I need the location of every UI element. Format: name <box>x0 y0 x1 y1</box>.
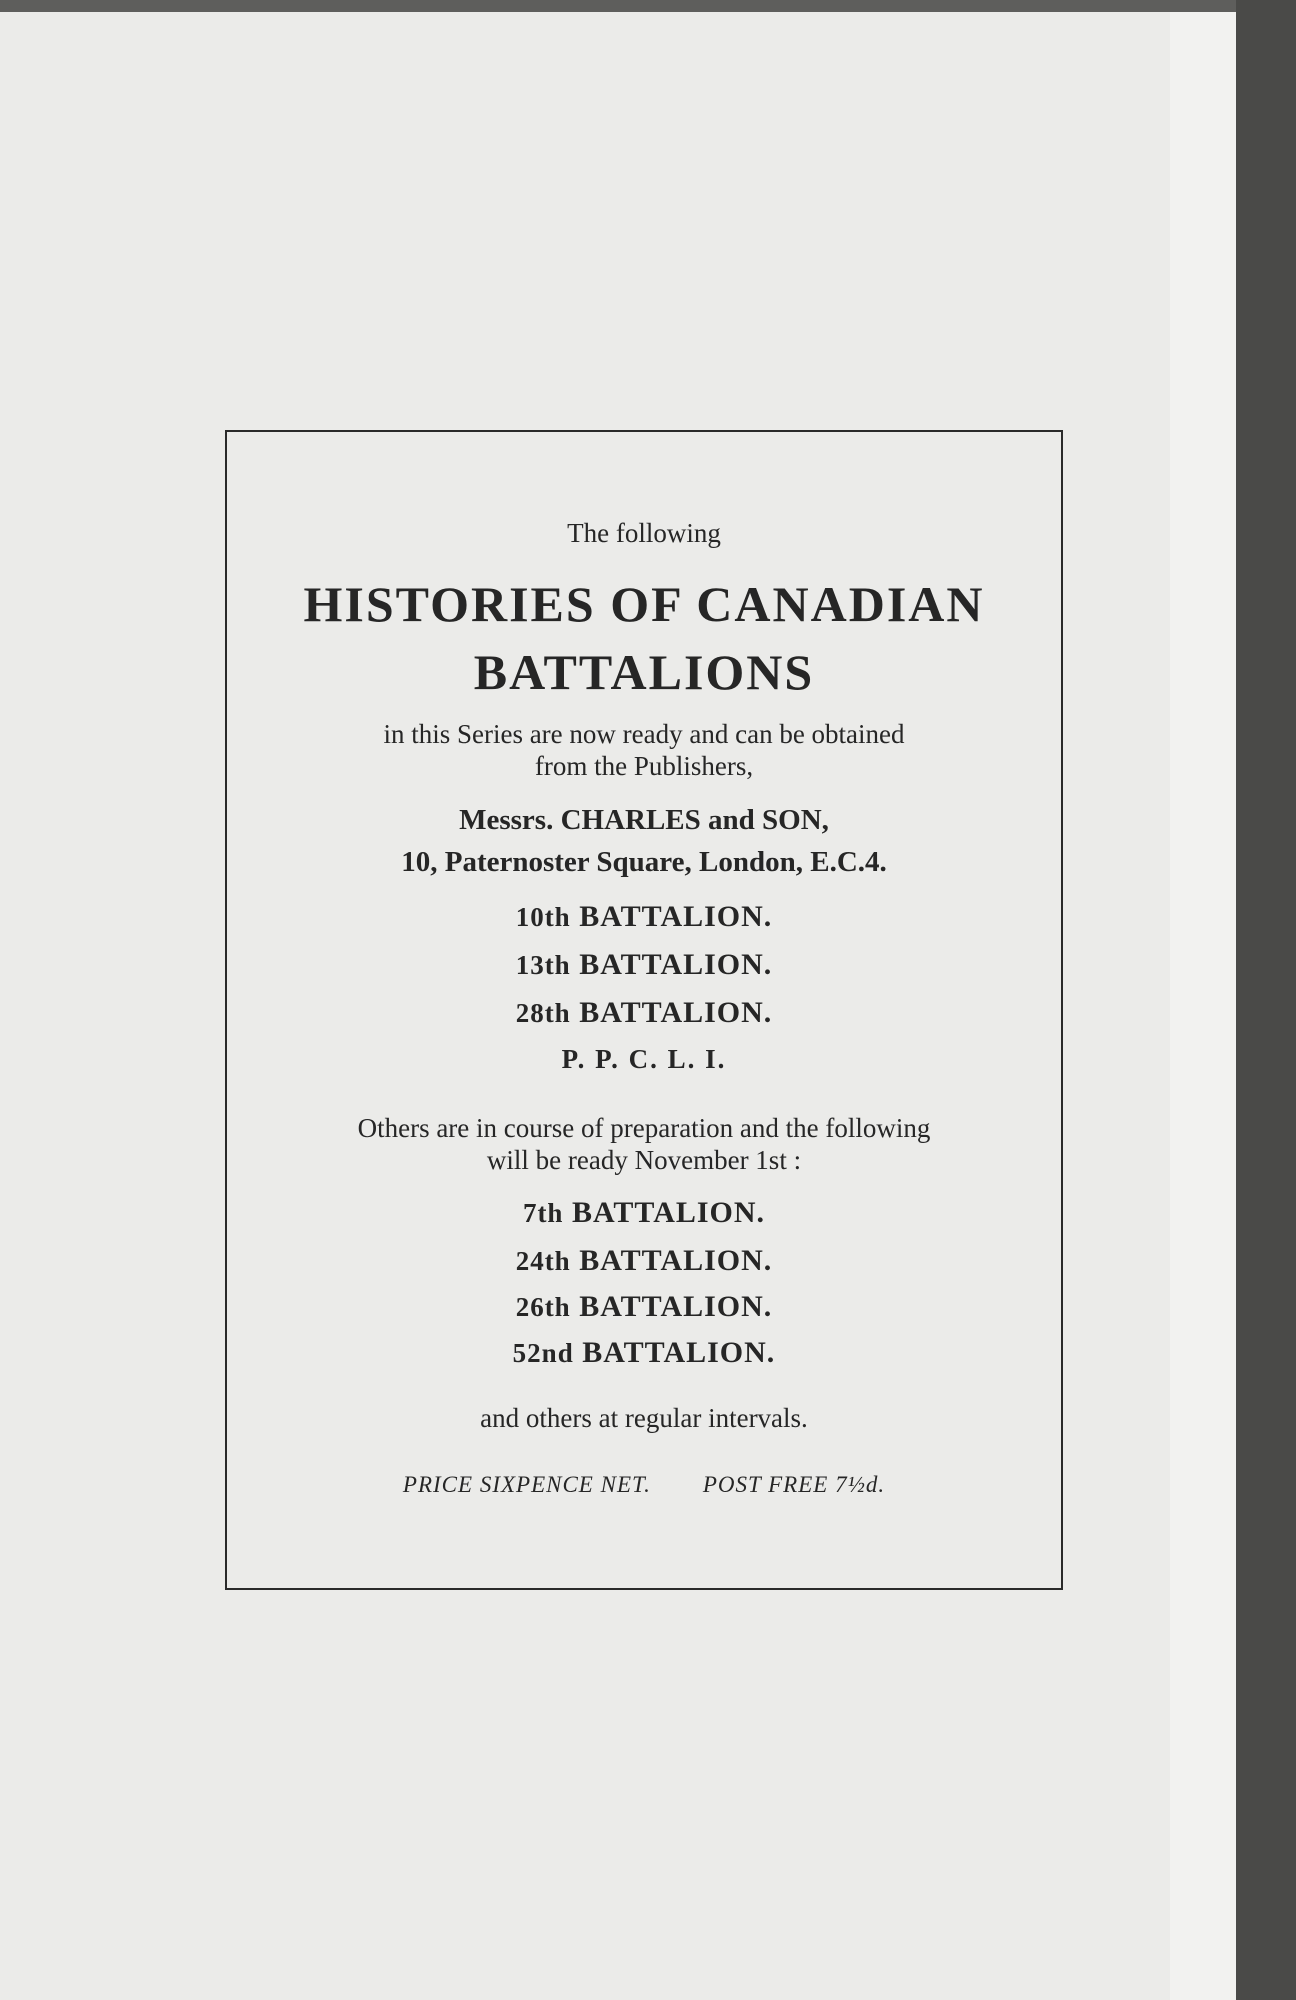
battalion-number: 52nd <box>512 1338 574 1368</box>
postage-text: POST FREE 7½d. <box>702 1472 886 1497</box>
battalion-entry <box>227 900 1061 934</box>
intro-text: The following <box>567 518 721 548</box>
battalion-number: 26th <box>515 1292 571 1322</box>
page-edge <box>1170 12 1236 2000</box>
battalion-number: 24th <box>515 1246 571 1276</box>
closing-text: and others at regular intervals. <box>480 1403 808 1433</box>
availability-line-1: in this Series are now ready and can be obtained <box>383 719 905 749</box>
availability-line-2: from the Publishers, <box>534 751 754 781</box>
battalion-entry <box>227 1336 1061 1370</box>
preparation-line-1: Others are in course of preparation and the following <box>357 1113 931 1143</box>
price-row <box>227 1472 1061 1498</box>
battalion-label: BATTALION. <box>579 1290 773 1323</box>
price-text: PRICE SIXPENCE NET. <box>402 1472 651 1497</box>
battalion-label: BATTALION. <box>579 1244 773 1277</box>
headline-line-1: HISTORIES OF CANADIAN <box>303 576 985 632</box>
battalion-number: 7th <box>522 1198 564 1228</box>
battalion-label: BATTALION. <box>571 1196 766 1229</box>
publisher-address: 10, Paternoster Square, London, E.C.4. <box>401 846 887 878</box>
battalion-label: BATTALION. <box>582 1336 776 1369</box>
battalion-label: BATTALION. <box>579 996 773 1029</box>
ppcli-entry: P. P. C. L. I. <box>561 1044 727 1074</box>
advertisement-box <box>225 430 1063 1590</box>
battalion-number: 28th <box>515 998 571 1028</box>
battalion-label: BATTALION. <box>579 900 773 933</box>
battalion-entry <box>227 1244 1061 1278</box>
preparation-line-2: will be ready November 1st : <box>486 1145 802 1175</box>
scan-background <box>1236 0 1296 2000</box>
battalion-number: 10th <box>515 902 571 932</box>
battalion-entry <box>227 948 1061 982</box>
battalion-number: 13th <box>515 950 571 980</box>
battalion-entry <box>227 1290 1061 1324</box>
battalion-entry <box>227 996 1061 1030</box>
battalion-label: BATTALION. <box>579 948 773 981</box>
publisher-name: Messrs. CHARLES and SON, <box>459 804 829 836</box>
headline-line-2: BATTALIONS <box>473 644 815 700</box>
battalion-entry <box>227 1196 1061 1230</box>
